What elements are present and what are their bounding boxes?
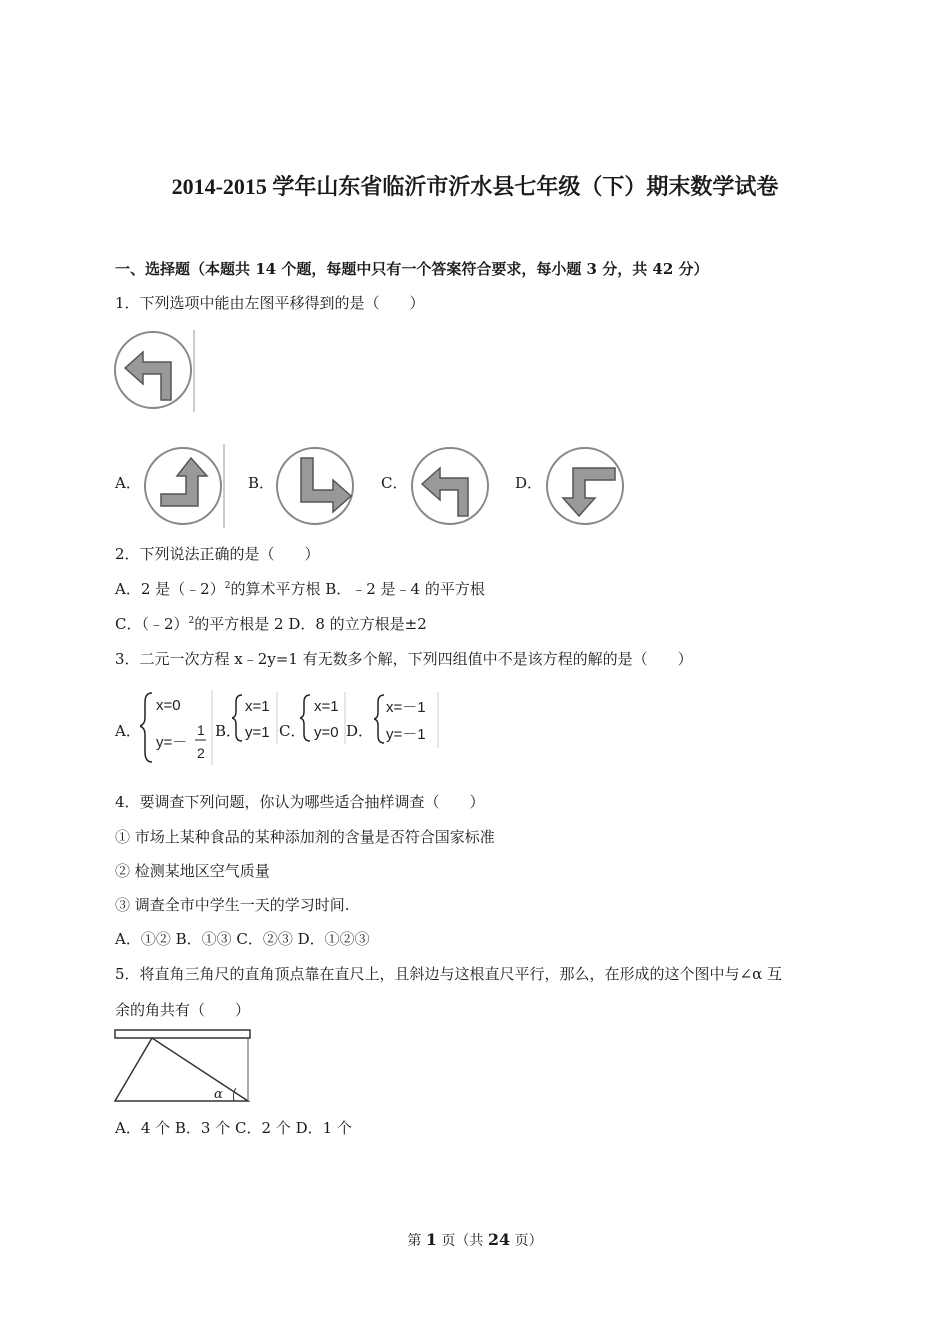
page-title: 2014-2015 学年山东省临沂市沂水县七年级（下）期末数学试卷: [171, 174, 779, 199]
question-4-item-3: ③ 调查全市中学生一天的学习时间.: [115, 896, 350, 914]
q3-option-a-system: [140, 690, 215, 765]
section-heading: 一、选择题（本题共 14 个题，每题中只有一个答案符合要求，每小题 3 分，共 42 分）: [115, 260, 709, 278]
q1-option-c-label: C．: [381, 474, 408, 492]
q3-a-x: x=0: [156, 697, 181, 714]
q5-ruler-triangle-figure: [112, 1027, 254, 1105]
question-3-stem: 3．二元一次方程 x﹣2y=1 有无数多个解，下列四组值中不是该方程的解的是（ ）: [115, 650, 693, 668]
q3-option-d-label: D．: [346, 722, 374, 740]
question-2-options-cd: C．（﹣2）$^2$的平方根是 2 D．8 的立方根是±2: [115, 615, 427, 633]
q3-option-c-label: C．: [279, 722, 306, 740]
q3-option-c-system: [300, 692, 348, 744]
question-4-item-1: ① 市场上某种食品的某种添加剂的含量是否符合国家标准: [115, 828, 495, 846]
q3-option-d-system: [374, 692, 442, 748]
q1-option-c-figure: [410, 444, 495, 529]
q3-a-denominator: 2: [197, 745, 205, 761]
q3-option-b-label: B．: [215, 722, 242, 740]
question-2-stem: 2．下列说法正确的是（ ）: [115, 545, 320, 563]
q3-b-y: y=1: [245, 724, 270, 741]
question-4-stem: 4．要调查下列问题，你认为哪些适合抽样调查（ ）: [115, 793, 485, 811]
q3-a-y: y=－: [156, 734, 188, 751]
question-5-stem-line-1: 5．将直角三角尺的直角顶点靠在直尺上，且斜边与这根直尺平行，那么，在形成的这个图中与∠α 互: [115, 965, 783, 983]
q3-d-y: y=－1: [386, 726, 426, 743]
q3-d-x: x=－1: [386, 699, 426, 716]
q1-reference-figure: [113, 330, 203, 415]
question-5-stem-line-2: 余的角共有（ ）: [115, 1001, 251, 1019]
q1-option-a-figure: [143, 444, 228, 529]
q3-a-numerator: 1: [197, 722, 205, 738]
question-4-item-2: ② 检测某地区空气质量: [115, 862, 270, 880]
q1-option-d-label: D．: [515, 474, 543, 492]
q3-option-b-system: [232, 692, 280, 744]
q3-c-x: x=1: [314, 698, 339, 715]
q1-option-d-figure: [543, 444, 628, 529]
question-5-options: A．4 个 B．3 个 C．2 个 D．1 个: [115, 1119, 352, 1137]
q1-option-a-label: A．: [115, 474, 141, 492]
q5-alpha-label: α: [214, 1087, 223, 1102]
question-2-options-ab: A．2 是（﹣2）$^2$的算术平方根 B．﹣2 是﹣4 的平方根: [115, 580, 485, 598]
q1-option-b-label: B．: [248, 474, 275, 492]
question-4-options: A．①② B．①③ C．②③ D．①②③: [115, 930, 370, 948]
question-1-stem: 1．下列选项中能由左图平移得到的是（ ）: [115, 294, 425, 312]
page-footer: 第 1 页（共 24 页）: [407, 1230, 543, 1249]
q3-b-x: x=1: [245, 698, 270, 715]
q1-option-b-figure: [275, 444, 360, 529]
q3-option-a-label: A．: [115, 722, 141, 740]
q3-c-y: y=0: [314, 724, 339, 741]
